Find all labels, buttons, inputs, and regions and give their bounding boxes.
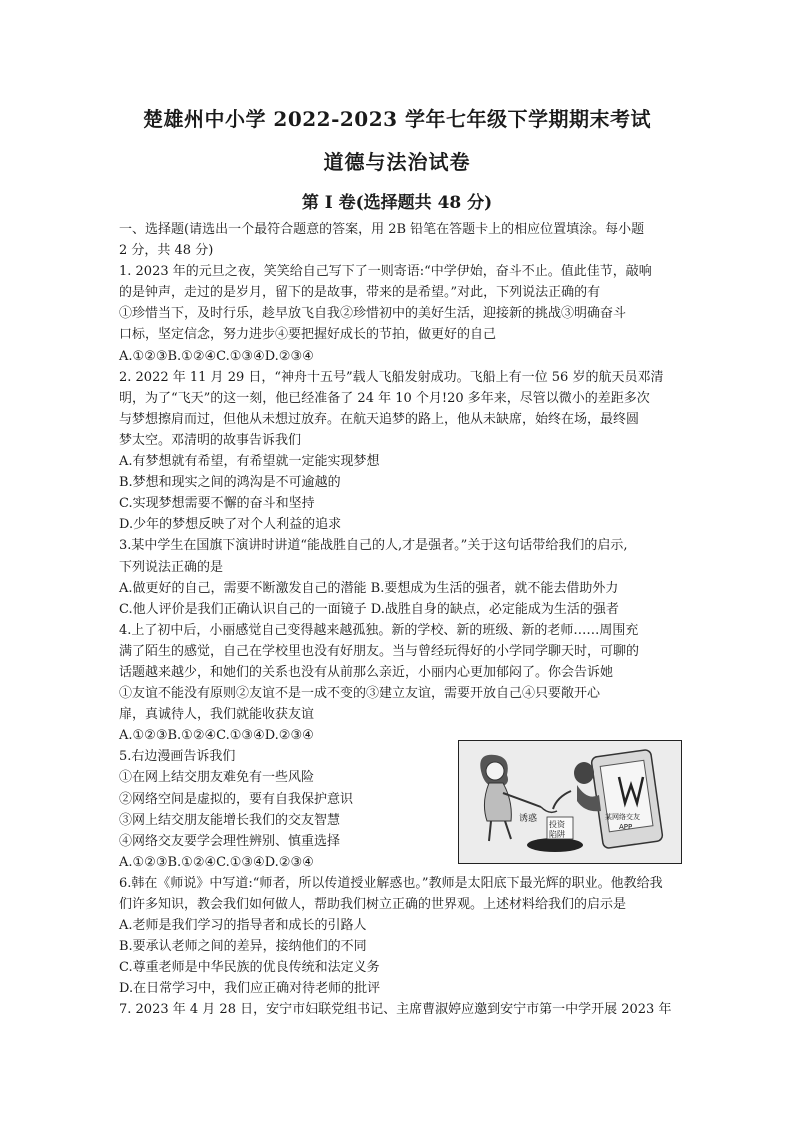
text-line: 2 分，共 48 分) (119, 243, 214, 259)
answer-options: A.①②③B.①②④C.①③④D.②③④ (119, 728, 314, 744)
exam-body (119, 219, 681, 1021)
text-line: ①在网上结交朋友难免有一些风险 (119, 770, 315, 786)
label-trap-2: 陷阱 (549, 830, 565, 839)
label-app-2: APP (619, 823, 633, 831)
answer-option: D.少年的梦想反映了对个人利益的追求 (119, 517, 342, 533)
answer-option: C.尊重老师是中华民族的优良传统和法定义务 (119, 960, 380, 976)
text-line: 梦太空。邓清明的故事告诉我们 (119, 432, 302, 448)
answer-option: B.梦想和现实之间的鸿沟是不可逾越的 (119, 475, 341, 491)
cartoon-illustration (458, 740, 682, 864)
text-line: 一、选择题(请选出一个最符合题意的答案，用 2B 铅笔在答题卡上的相应位置填涂。每小题 (119, 222, 645, 237)
text-line: 与梦想擦肩而过，但他从未想过放弃。在航天追梦的路上，他从未缺席，始终在场，最终圆 (119, 411, 640, 427)
exam-title: 楚雄州中小学 2022-2023 学年七年级下学期期末考试 (142, 107, 652, 131)
text-line: 扉，真诚待人，我们就能收获友谊 (119, 707, 315, 723)
text-line: 的是钟声，走过的是岁月，留下的是故事，带来的是希望。”对此，下列说法正确的有 (119, 285, 601, 301)
text-line: 6.韩在《师说》中写道:“师者，所以传道授业解惑也。”教师是太阳底下最光辉的职业。他教给我 (119, 875, 663, 891)
text-line: 满了陌生的感觉，自己在学校里也没有好朋友。当与曾经玩得好的小学同学聊天时，可聊的 (119, 643, 640, 659)
text-line: 们许多知识，教会我们如何做人，帮助我们树立正确的世界观。上述材料给我们的启示是 (119, 897, 627, 912)
text-line: ②网络空间是虚拟的，要有自我保护意识 (119, 791, 354, 807)
answer-option: B.要承认老师之间的差异，接纳他们的不同 (119, 939, 367, 955)
text-line: ①珍惜当下，及时行乐，趁早放飞自我②珍惜初中的美好生活，迎接新的挑战③明确奋斗 (119, 306, 627, 322)
answer-options: A.①②③B.①②④C.①③④D.②③④ (119, 854, 314, 870)
answer-option: A.做更好的自己，需要不断激发自己的潜能 B.要想成为生活的强者，就不能去借助外力 (119, 580, 619, 596)
label-lure: 诱惑 (519, 814, 538, 824)
answer-option: D.在日常学习中，我们应正确对待老师的批评 (119, 981, 381, 997)
text-line: 5.右边漫画告诉我们 (119, 749, 236, 765)
text-line: 下列说法正确的是 (119, 559, 224, 575)
answer-option: A.有梦想就有希望，有希望就一定能实现梦想 (119, 454, 380, 470)
label-trap-1: 投资 (549, 820, 565, 829)
phone-icon (591, 749, 663, 848)
text-line: ③网上结交朋友能增长我们的交友智慧 (119, 812, 341, 828)
text-line: 口标，坚定信念，努力进步④要把握好成长的节拍，做更好的自己 (119, 327, 497, 343)
text-line: ①友谊不能没有原则②友谊不是一成不变的③建立友谊，需要开放自己④只要敞开心 (119, 686, 601, 702)
section-title: 第 I 卷(选择题共 48 分) (301, 193, 493, 213)
text-line: ④网络交友要学会理性辨别、慎重选择 (119, 833, 341, 849)
label-app-1: 某网络交友 (605, 813, 640, 821)
text-line: 1. 2023 年的元旦之夜，笑笑给自己写下了一则寄语:“中学伊始，奋斗不止。值此佳节，敲响 (119, 264, 652, 280)
text-line: 4.上了初中后，小丽感觉自己变得越来越孤独。新的学校、新的班级、新的老师……周围充 (119, 622, 639, 638)
text-line: 明，为了“飞天”的这一刻，他已经准备了 24 年 10 个月!20 多年来，尽管以微小的差距多次 (119, 390, 650, 406)
answer-options: A.①②③B.①②④C.①③④D.②③④ (119, 348, 314, 364)
answer-option: C.实现梦想需要不懈的奋斗和坚持 (119, 496, 315, 512)
text-line: 2. 2022 年 11 月 29 日，“神舟十五号”载人飞船发射成功。飞船上有一位 56 岁的航天员邓清 (119, 369, 664, 385)
text-line: 3.某中学生在国旗下演讲时讲道“能战胜自己的人,才是强者。”关于这句话带给我们的启示, (119, 538, 628, 554)
answer-option: A.老师是我们学习的指导者和成长的引路人 (119, 918, 367, 934)
text-line: 话题越来越少，和她们的关系也没有从前那么亲近，小丽内心更加郁闷了。你会告诉她 (119, 664, 614, 680)
exam-subject-title: 道德与法治试卷 (323, 150, 471, 174)
text-line: 7. 2023 年 4 月 28 日，安宁市妇联党组书记、主席曹淑婷应邀到安宁市第一中学开展 2023 年 (119, 1002, 672, 1018)
answer-option: C.他人评价是我们正确认识自己的一面镜子 D.战胜自身的缺点，必定能成为生活的强者 (119, 601, 619, 617)
